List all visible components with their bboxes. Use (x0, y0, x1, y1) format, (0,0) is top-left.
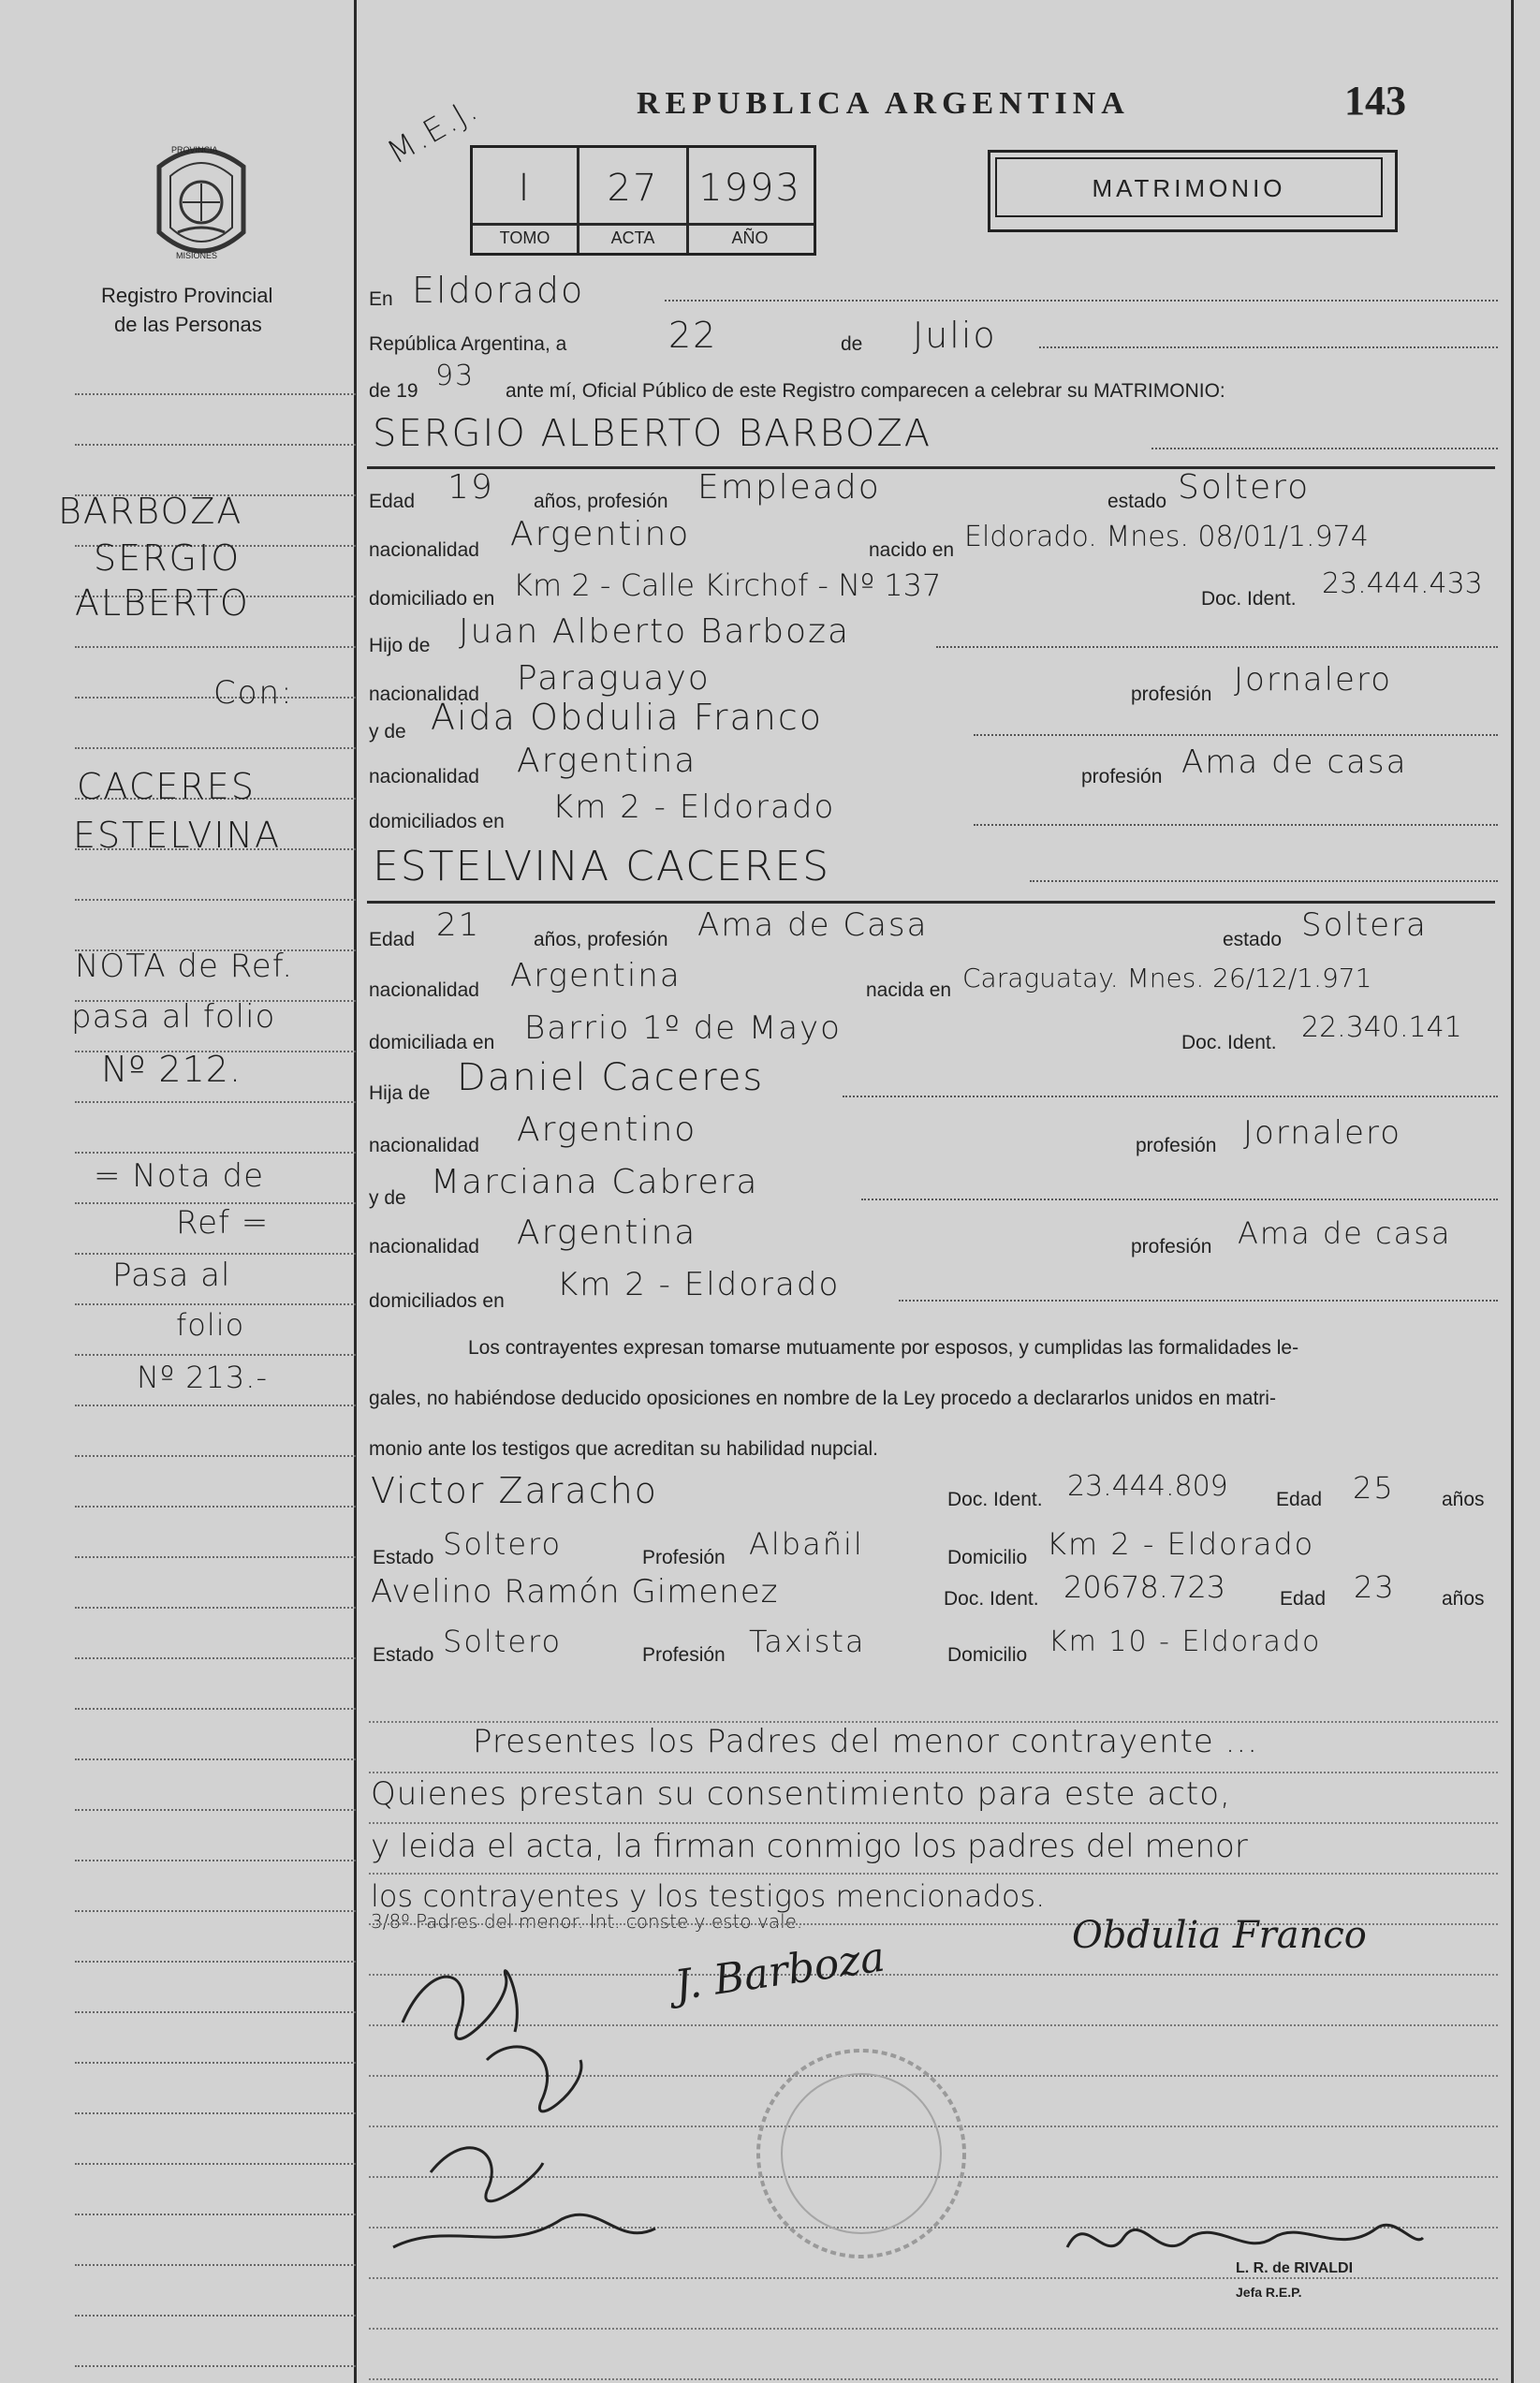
bride-nac-label: nacionalidad (369, 979, 479, 1001)
witness2-name: Avelino Ramón Gimenez (371, 1573, 779, 1611)
margin-rule (75, 2264, 356, 2266)
margin-rule (75, 1860, 356, 1861)
bride-doc-label: Doc. Ident. (1181, 1032, 1277, 1053)
closing-line4: los contrayentes y los testigos mencionados. (371, 1878, 1046, 1914)
bride-doc: 22.340.141 (1301, 1011, 1462, 1044)
groom-civil-state: Soltero (1178, 468, 1311, 507)
margin-rule (75, 2011, 356, 2013)
bride-father-nac-label: nacionalidad (369, 1135, 479, 1156)
groom-mother-profession: Ama de casa (1181, 743, 1408, 781)
day-value: 22 (668, 315, 718, 356)
bride-mother-nationality: Argentina (517, 1214, 697, 1252)
declaration-line1: Los contrayentes expresan tomarse mutuamente por esposos, y cumplidas las formalidades le- (468, 1337, 1299, 1359)
acta-value: 27 (607, 167, 659, 210)
margin-rule (75, 1809, 356, 1811)
registry-name-line2: de las Personas (114, 313, 262, 336)
groom-father-nac-label: nacionalidad (369, 684, 479, 705)
closing-rule (369, 2378, 1498, 2380)
margin-rule (75, 747, 356, 749)
groom-father-nationality: Paraguayo (517, 659, 711, 698)
margin-note2-line5: Nº 213.- (137, 1360, 268, 1395)
witness1-name: Victor Zaracho (371, 1470, 658, 1511)
groom-mother-nationality: Argentina (517, 742, 697, 780)
margin-note2-line4: folio (176, 1307, 245, 1343)
field-line (936, 646, 1498, 648)
margin-note1-line2: pasa al folio (71, 998, 276, 1036)
witness2-profession: Taxista (749, 1624, 866, 1659)
closing-line2: Quienes prestan su consentimiento para este acto, (371, 1775, 1231, 1813)
field-line (1030, 880, 1498, 882)
groom-doc-label: Doc. Ident. (1201, 588, 1297, 610)
groom-father-profession: Jornalero (1234, 661, 1392, 699)
de-label: de (841, 333, 863, 355)
witness2-edad-label: Edad (1280, 1588, 1327, 1610)
margin-bride-surname: CACERES (77, 766, 256, 807)
witness2-age: 23 (1354, 1569, 1396, 1605)
margin-rule (75, 2062, 356, 2064)
acta-label: ACTA (610, 228, 655, 247)
witness1-doc: 23.444.809 (1067, 1470, 1228, 1503)
groom-profession: Empleado (697, 468, 881, 507)
field-line (899, 1300, 1498, 1302)
groom-full-name: SERGIO ALBERTO BARBOZA (373, 412, 932, 455)
country-title: REPUBLICA ARGENTINA (637, 86, 1130, 121)
margin-rule (75, 1708, 356, 1710)
witness1-address: Km 2 - Eldorado (1047, 1526, 1315, 1562)
margin-rule (75, 899, 356, 901)
margin-rule (75, 1657, 356, 1659)
bride-mother-profession: Ama de casa (1238, 1215, 1452, 1251)
groom-nacido-label: nacido en (869, 539, 955, 561)
bride-nationality: Argentina (510, 957, 682, 994)
margin-rule (75, 393, 356, 395)
margin-rule (75, 2315, 356, 2317)
witness1-anos-label: años (1442, 1489, 1485, 1510)
bride-age: 21 (436, 906, 481, 944)
en-label: En (369, 288, 393, 310)
groom-dom-label: domiciliado en (369, 588, 495, 610)
margin-note2-line1: = Nota de (94, 1157, 265, 1195)
witness2-estado-label: Estado (373, 1644, 434, 1666)
margin-note1-line1: NOTA de Ref. (75, 948, 294, 985)
bride-hija-label: Hija de (369, 1082, 431, 1104)
groom-nationality: Argentino (510, 515, 691, 553)
groom-nac-label: nacionalidad (369, 539, 479, 561)
groom-father: Juan Alberto Barboza (459, 612, 851, 651)
margin-rule (75, 1405, 356, 1406)
witness2-address: Km 10 - Eldorado (1049, 1625, 1322, 1658)
witness1-dom-label: Domicilio (947, 1547, 1028, 1568)
closing-line3: y leida el acta, la firman conmigo los padres del menor (371, 1828, 1248, 1865)
margin-rule (75, 2112, 356, 2114)
field-line (974, 824, 1498, 826)
groom-estado-label: estado (1107, 491, 1167, 512)
groom-birth: Eldorado. Mnes. 08/01/1.974 (964, 521, 1369, 553)
bride-address: Barrio 1º de Mayo (524, 1009, 842, 1047)
closing-rule (369, 1873, 1498, 1875)
margin-rule (75, 1303, 356, 1305)
margin-rule (75, 2365, 356, 2367)
margin-rule (75, 646, 356, 648)
margin-rule (75, 2214, 356, 2215)
bride-profession: Ama de Casa (697, 906, 929, 944)
bride-father-prof-label: profesión (1136, 1135, 1217, 1156)
declaration-line2: gales, no habiéndose deducido oposiciones en nombre de la Ley procedo a declararlos unidos en matri- (369, 1388, 1276, 1409)
bride-mother-nac-label: nacionalidad (369, 1236, 479, 1258)
declaration-line3: monio ante los testigos que acreditan su habilidad nupcial. (369, 1438, 879, 1460)
stamp-title: Jefa R.E.P. (1236, 2285, 1302, 2300)
month-value: Julio (913, 315, 997, 356)
signature-mother: Obdulia Franco (1072, 1914, 1367, 1957)
margin-groom-name2: ALBERTO (75, 582, 250, 624)
initials-annotation: M.E.J. (381, 90, 486, 172)
right-border-line (1511, 0, 1514, 2383)
margin-groom-surname: BARBOZA (58, 491, 243, 532)
signature-groom: J. Barboza (671, 1933, 888, 2010)
witness2-doc-label: Doc. Ident. (944, 1588, 1039, 1610)
margin-rule (75, 1354, 356, 1356)
bride-yde-label: y de (369, 1187, 406, 1209)
bride-estado-label: estado (1223, 929, 1283, 950)
place-value: Eldorado (412, 270, 585, 311)
bride-father-profession: Jornalero (1243, 1114, 1401, 1152)
margin-rule (75, 1961, 356, 1963)
witness2-dom-label: Domicilio (947, 1644, 1028, 1666)
section-divider (367, 466, 1495, 469)
witness1-civil-state: Soltero (443, 1526, 563, 1562)
margin-note2-line2: Ref = (176, 1204, 270, 1242)
bride-full-name: ESTELVINA CACERES (373, 843, 831, 890)
margin-note1-line3: Nº 212. (101, 1049, 242, 1090)
witness2-civil-state: Soltero (443, 1624, 563, 1659)
seal-top-text: PROVINCIA (171, 145, 218, 154)
margin-rule (75, 1910, 356, 1912)
registry-name-line1: Registro Provincial (101, 284, 273, 307)
witness2-anos-label: años (1442, 1588, 1485, 1610)
seal-bottom-text: MISIONES (176, 251, 218, 260)
field-line (1039, 346, 1498, 348)
witness2-doc: 20678.723 (1063, 1569, 1226, 1605)
groom-edad-label: Edad (369, 491, 416, 512)
margin-rule (75, 1253, 356, 1255)
margin-rule (75, 2163, 356, 2165)
groom-father-prof-label: profesión (1131, 684, 1212, 705)
year-suffix-value: 93 (435, 360, 476, 392)
bride-civil-state: Soltera (1301, 906, 1428, 944)
groom-address: Km 2 - Calle Kirchof - Nº 137 (513, 567, 942, 603)
margin-bride-name: ESTELVINA (73, 815, 281, 856)
bride-parents-dom-label: domiciliados en (369, 1290, 505, 1312)
groom-doc: 23.444.433 (1322, 567, 1483, 600)
field-line (861, 1199, 1498, 1200)
groom-mother-nac-label: nacionalidad (369, 766, 479, 787)
bride-dom-label: domiciliada en (369, 1032, 495, 1053)
bride-mother: Marciana Cabrera (431, 1163, 759, 1201)
witness1-age: 25 (1353, 1470, 1395, 1506)
margin-rule (75, 1758, 356, 1760)
index-box-label-rule (473, 223, 814, 226)
margin-rule (75, 444, 356, 446)
witness1-prof-label: Profesión (642, 1547, 726, 1568)
margin-rule (75, 1556, 356, 1558)
bride-anos-prof-label: años, profesión (534, 929, 668, 950)
official-stamp-icon (749, 2041, 974, 2266)
tomo-label: TOMO (499, 228, 550, 247)
closing-correction: 3/8º Padres del menor. Int. conste y esto vale. (371, 1910, 803, 1933)
witness1-edad-label: Edad (1276, 1489, 1323, 1510)
bride-nacida-label: nacida en (866, 979, 952, 1001)
groom-anos-prof-label: años, profesión (534, 491, 668, 512)
groom-parents-dom-label: domiciliados en (369, 811, 505, 832)
ano-label: AÑO (731, 228, 769, 247)
closing-rule (369, 1772, 1498, 1773)
margin-groom-name1: SERGIO (94, 537, 242, 579)
bride-mother-prof-label: profesión (1131, 1236, 1212, 1258)
margin-divider-line (354, 0, 357, 2383)
margin-rule (75, 1455, 356, 1457)
intro-text: ante mí, Oficial Público de este Registro comparecen a celebrar su MATRIMONIO: (506, 380, 1225, 402)
bride-edad-label: Edad (369, 929, 416, 950)
field-line (665, 300, 1498, 302)
stamp-name: L. R. de RIVALDI (1236, 2260, 1354, 2276)
bride-parents-address: Km 2 - Eldorado (557, 1266, 841, 1303)
closing-rule (369, 1721, 1498, 1723)
margin-note2-line3: Pasa al (112, 1257, 231, 1294)
provincial-seal-icon (140, 139, 262, 270)
margin-rule (75, 1506, 356, 1508)
field-line (843, 1096, 1498, 1097)
ano-value: 1993 (698, 167, 801, 210)
witness2-prof-label: Profesión (642, 1644, 726, 1666)
groom-parents-address: Km 2 - Eldorado (552, 788, 836, 826)
groom-yde-label: y de (369, 721, 406, 743)
act-type-label: MATRIMONIO (1092, 174, 1286, 202)
witness1-profession: Albañil (749, 1526, 864, 1562)
closing-rule (369, 1822, 1498, 1824)
section-divider (367, 901, 1495, 904)
groom-age: 19 (447, 468, 494, 507)
field-line (1151, 448, 1498, 449)
year-prefix: de 19 (369, 380, 418, 402)
tomo-value: I (518, 167, 532, 210)
witness1-doc-label: Doc. Ident. (947, 1489, 1043, 1510)
republica-label: República Argentina, a (369, 333, 567, 355)
margin-rule (75, 1152, 356, 1154)
margin-rule (75, 1607, 356, 1609)
groom-hijo-label: Hijo de (369, 635, 431, 656)
page-number: 143 (1344, 78, 1406, 124)
field-line (974, 734, 1498, 736)
witness1-estado-label: Estado (373, 1547, 434, 1568)
groom-mother: Aida Obdulia Franco (431, 697, 823, 738)
closing-line1: Presentes los Padres del menor contrayente ... (473, 1723, 1259, 1760)
margin-con-label: Con: (213, 674, 294, 712)
groom-mother-prof-label: profesión (1081, 766, 1163, 787)
bride-birth: Caraguatay. Mnes. 26/12/1.971 (962, 963, 1372, 993)
bride-father-nationality: Argentino (517, 1111, 697, 1149)
margin-rule (75, 1101, 356, 1103)
bride-father: Daniel Caceres (457, 1056, 765, 1099)
